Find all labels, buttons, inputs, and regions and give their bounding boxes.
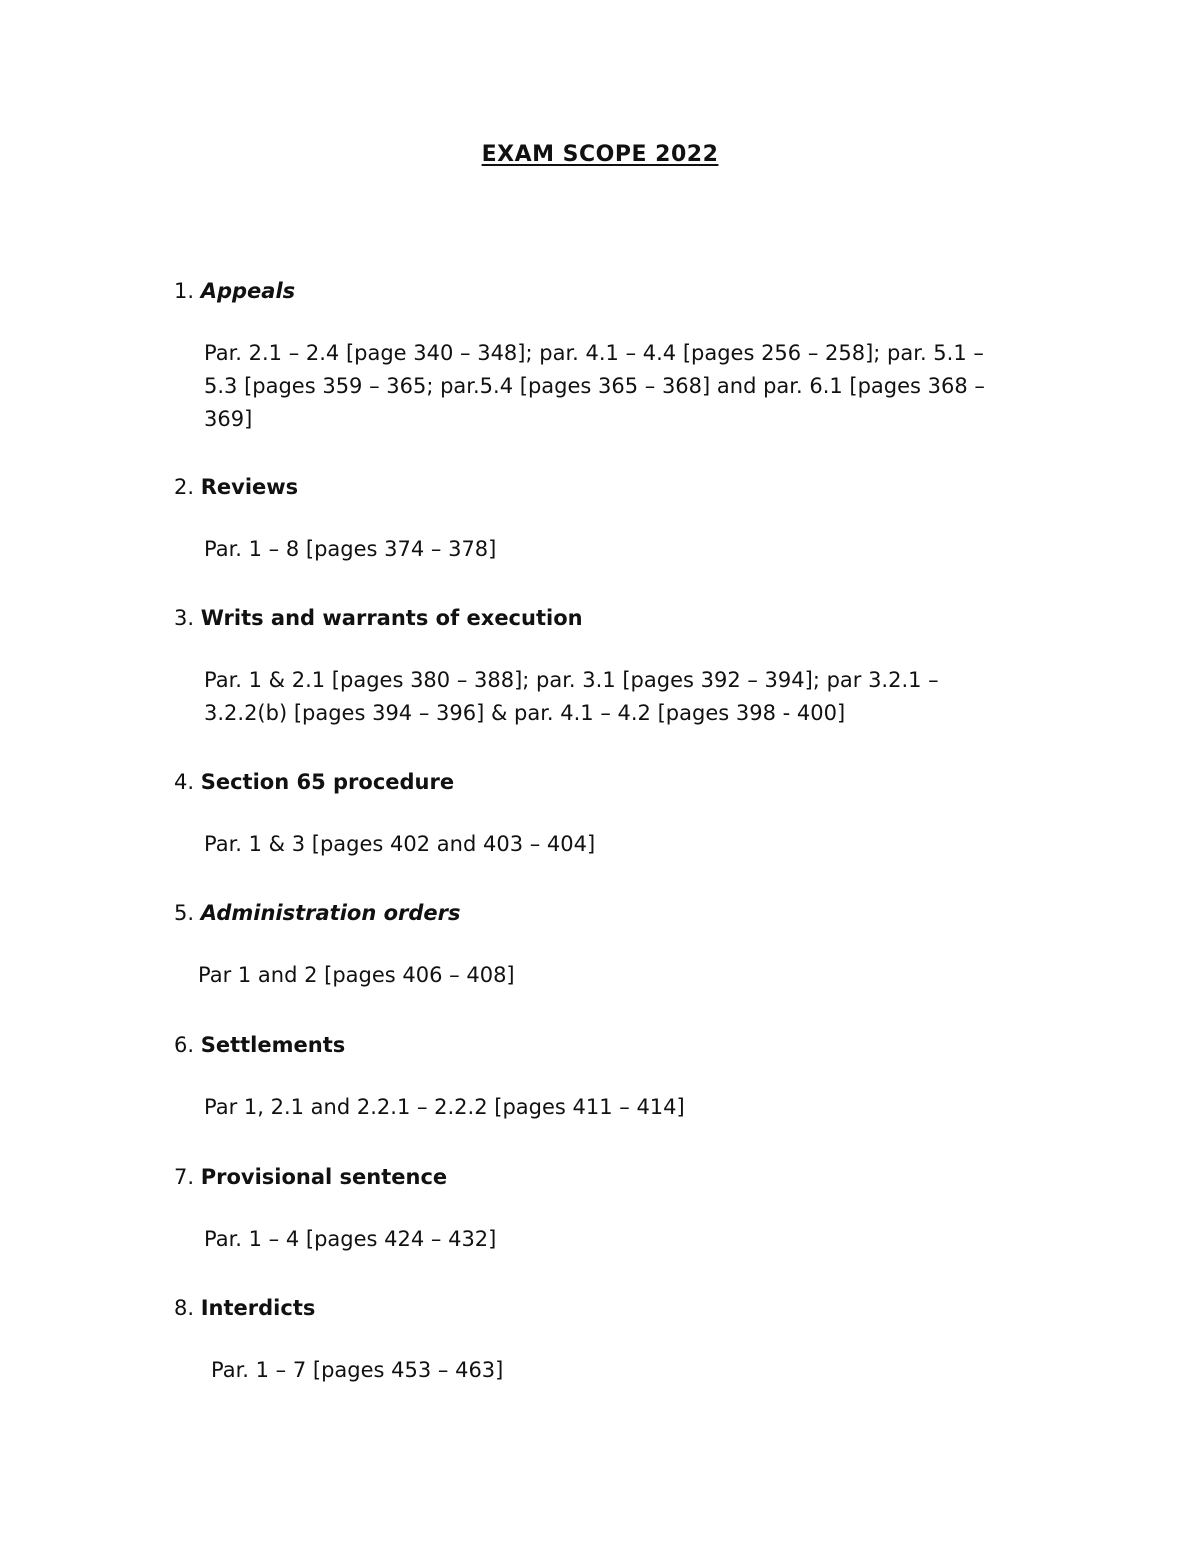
section-body: Par. 1 – 8 [pages 374 – 378]: [204, 537, 497, 561]
section-number: 5.: [174, 901, 195, 925]
section-body: Par. 1 – 7 [pages 453 – 463]: [211, 1358, 504, 1382]
section-title: Section 65 procedure: [200, 770, 455, 794]
section-writs: [174, 602, 1034, 730]
section-interdicts: [174, 1292, 1034, 1387]
section-appeals: [174, 275, 1034, 436]
section-reviews: [174, 471, 1034, 566]
section-heading: [174, 1292, 1034, 1324]
section-number: 3.: [174, 606, 195, 630]
section-heading: [174, 471, 1034, 503]
section-body: Par. 1 & 2.1 [pages 380 – 388]; par. 3.1 [pages 392 – 394]; par 3.2.1 – 3.2.2(b) [pages 394 – 396] & par. 4.1 – 4.2 [pages 398 - 400]: [204, 668, 939, 725]
section-provisional-sentence: [174, 1161, 1034, 1256]
section-settlements: [174, 1029, 1034, 1124]
section-body: Par 1, 2.1 and 2.2.1 – 2.2.2 [pages 411 – 414]: [204, 1095, 685, 1119]
section-number: 2.: [174, 475, 195, 499]
section-body: Par. 1 – 4 [pages 424 – 432]: [204, 1227, 497, 1251]
section-title: Settlements: [200, 1033, 346, 1057]
section-title: Administration orders: [200, 901, 461, 925]
section-heading: [174, 766, 1034, 798]
section-number: 4.: [174, 770, 195, 794]
section-body: Par 1 and 2 [pages 406 – 408]: [198, 963, 515, 987]
section-administration-orders: [174, 897, 1034, 992]
section-heading: [174, 275, 1034, 307]
section-number: 8.: [174, 1296, 195, 1320]
section-heading: [174, 1029, 1034, 1061]
section-number: 7.: [174, 1165, 195, 1189]
section-heading: [174, 602, 1034, 634]
section-number: 1.: [174, 279, 195, 303]
section-number: 6.: [174, 1033, 195, 1057]
section-title: Interdicts: [200, 1296, 316, 1320]
section-body: Par. 1 & 3 [pages 402 and 403 – 404]: [204, 832, 596, 856]
section-heading: [174, 1161, 1034, 1193]
section-65-procedure: [174, 766, 1034, 861]
section-heading: [174, 897, 1034, 929]
section-body: Par. 2.1 – 2.4 [page 340 – 348]; par. 4.1 – 4.4 [pages 256 – 258]; par. 5.1 – 5.3 [pages 359 – 365; par.5.4 [pages 365 – 368] and par. 6.1 [pages 368 – 369]: [204, 341, 985, 431]
section-title: Appeals: [200, 279, 296, 303]
section-title: Writs and warrants of execution: [200, 606, 583, 630]
document-title: EXAM SCOPE 2022: [481, 142, 719, 167]
section-title: Reviews: [200, 475, 299, 499]
section-title: Provisional sentence: [200, 1165, 448, 1189]
